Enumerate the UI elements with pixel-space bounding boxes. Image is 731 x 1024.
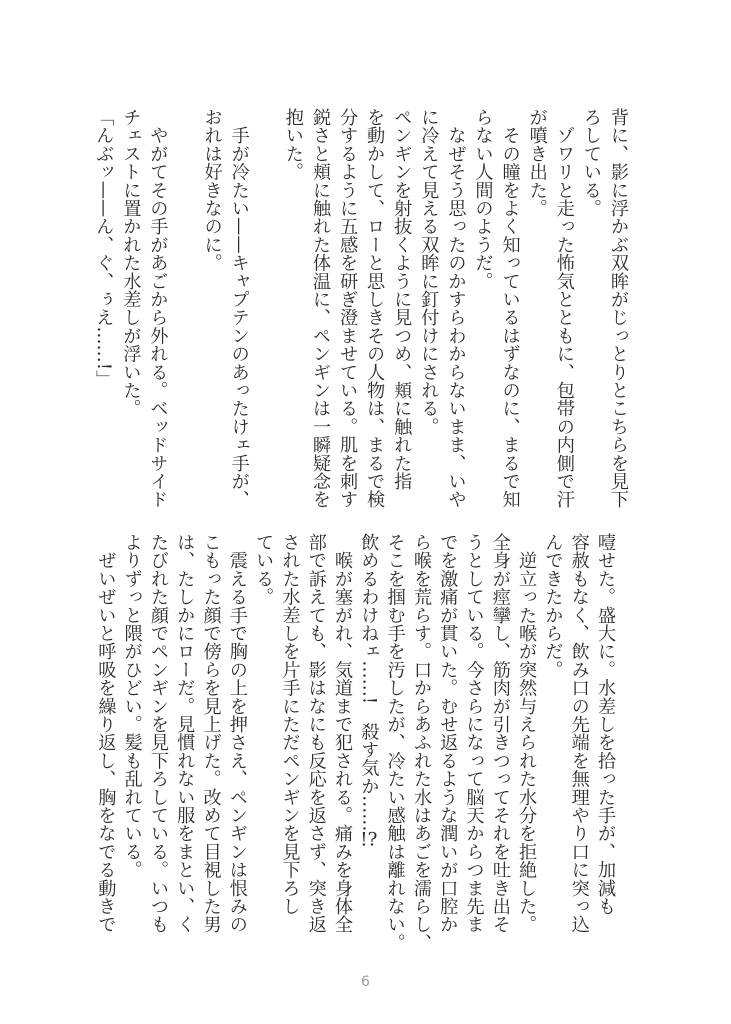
- text-line: たびれた顔でペンギンを見下ろしている。いつも: [147, 533, 169, 934]
- text-line: 背に、影に浮かぶ双眸がじっとりとこちらを見下: [608, 108, 629, 509]
- text-line-main: 飲めるわけねェ……! 殺す気か……: [358, 533, 380, 832]
- text-line: チェストに置かれた水差しが浮いた。: [120, 108, 142, 418]
- text-block-bottom: [92, 533, 618, 963]
- text-line: こもった顔で傍らを見上げた。改めて目視した男: [200, 533, 222, 934]
- text-line: ぜいぜいと呼吸を繰り返し、胸をなでる動きで: [95, 533, 117, 934]
- text-line: うとしている。今さらになって脳天からつま先ま: [463, 533, 485, 934]
- text-line: 逆立った喉が突然与えられた水分を拒絶した。: [516, 533, 538, 934]
- text-line: [355, 533, 381, 963]
- text-line: よりずっと隈がひどい。髪も乱れている。: [121, 533, 143, 879]
- text-line: ゾワリと走った怖気とともに、包帯の内側で汗: [553, 108, 575, 509]
- text-line: でを激痛が貫いた。むせ返るような潤いが口腔か: [437, 533, 459, 934]
- text-line: 部で訴えても、影はなにも反応を返さず、突き返: [305, 533, 327, 934]
- text-line: なぜそう思ったのかすらわからないまま、いや: [445, 108, 467, 509]
- text-line: んできたからだ。: [542, 533, 564, 679]
- text-line: 喉が塞がれ、気道まで犯される。痛みを身体全: [332, 533, 354, 934]
- text-line: ペンギンを射抜くように見つめ、頬に触れた指: [391, 108, 413, 491]
- page-number: 6: [361, 974, 370, 990]
- text-line: ら喉を荒らす。口からあふれた水はあごを濡らし、: [410, 533, 432, 952]
- text-line: 「んぶッ——ん、ぐ、ぅえ……!」: [93, 108, 115, 389]
- text-line: が噴き出た。: [526, 108, 548, 218]
- blank-line: [171, 108, 198, 538]
- text-line: は、たしかにローだ。見慣れない服をまとい、く: [174, 533, 196, 934]
- text-line: やがてその手があごから外れる。ベッドサイド: [147, 108, 169, 509]
- text-line: 全身が痙攣し、筋肉が引きつってそれを吐き出そ: [489, 533, 511, 934]
- text-line: 分するように五感を研ぎ澄ませている。肌を刺す: [337, 108, 359, 509]
- text-line: に冷えて見える双眸に釘付けにされる。: [418, 108, 440, 436]
- text-line: 震える手で胸の上を押さえ、ペンギンは恨みの: [226, 533, 248, 934]
- text-line: ている。: [253, 533, 275, 606]
- text-line: おれは好きなのに。: [201, 108, 223, 272]
- text-block-top: [90, 108, 632, 538]
- exclamation-question-mark: !?: [360, 831, 378, 850]
- text-line: らない人間のようだ。: [472, 108, 494, 290]
- blank-line: [253, 108, 280, 538]
- text-line: 手が冷たい——キャプテンのあったけェ手が、: [228, 108, 250, 509]
- text-line: 容赦もなく、飲み口の先端を無理やり口に突っ込: [568, 533, 590, 934]
- text-line: そこを掴む手を汚したが、冷たい感触は離れない。: [384, 533, 406, 952]
- text-line: その瞳をよく知っているはずなのに、まるで知: [499, 108, 521, 509]
- text-line: を動かして、ローと思しきその人物は、まるで検: [364, 108, 386, 509]
- text-line: された水差しを片手にただペンギンを見下ろし: [279, 533, 301, 916]
- text-line: 噎せた。盛大に。水差しを拾った手が、加減も: [595, 533, 616, 916]
- text-line: ろしている。: [580, 108, 602, 218]
- text-line: 鋭さと頬に触れた体温に、ペンギンは一瞬疑念を: [309, 108, 331, 509]
- text-line: 抱いた。: [282, 108, 304, 181]
